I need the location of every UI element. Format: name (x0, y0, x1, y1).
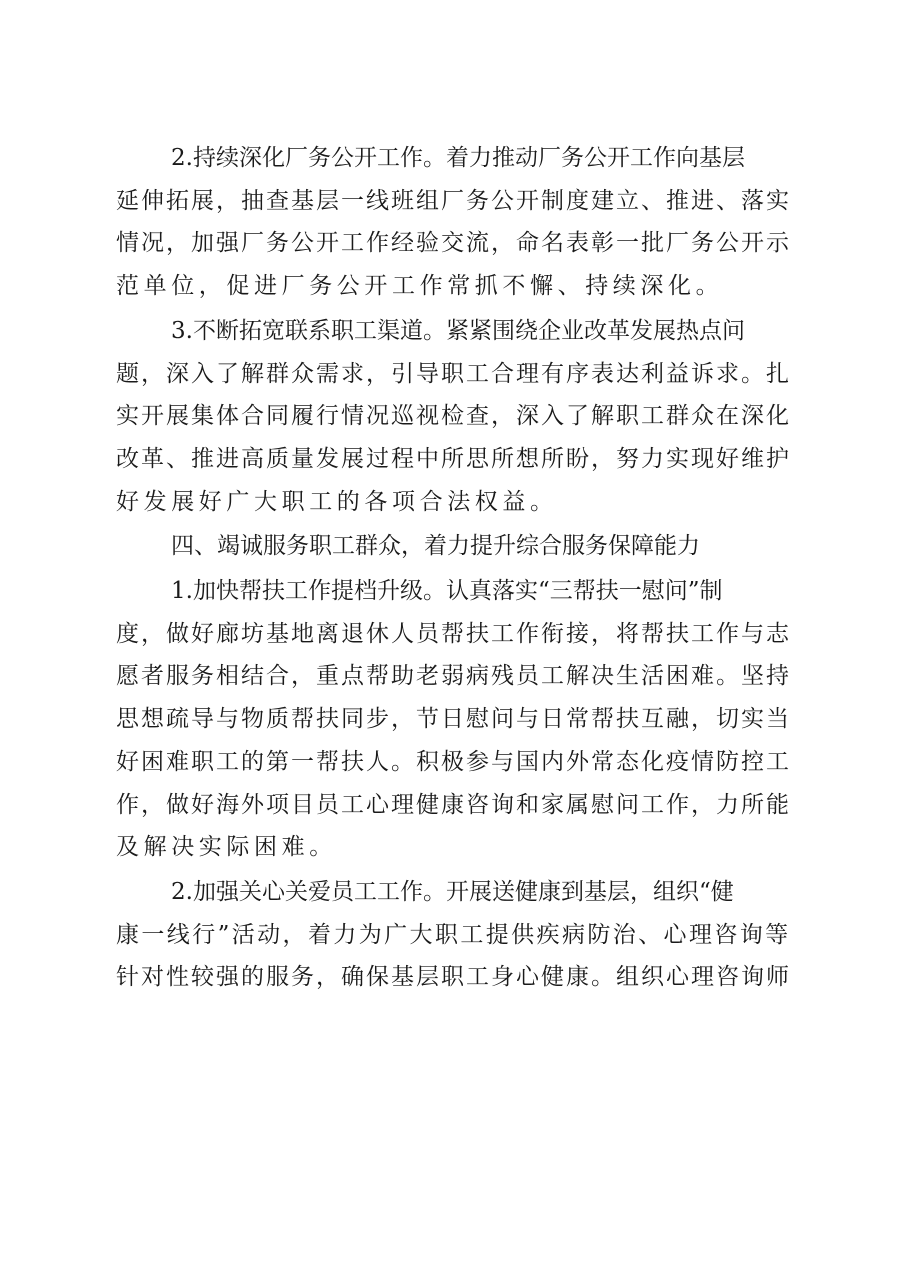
paragraph-assistance-upgrade (116, 570, 792, 869)
document-body (116, 137, 792, 999)
text-line: 3.不断拓宽联系职工渠道。紧紧围绕企业改革发展热点问 (171, 317, 745, 344)
text-line: 康一线行”活动，着力为广大职工提供疾病防治、心理咨询等 (116, 921, 791, 948)
text-line: 思想疏导与物质帮扶同步，节日慰问与日常帮扶互融，切实当 (116, 706, 791, 733)
section-heading-four (116, 525, 792, 568)
text-line: 度，做好廊坊基地离退休人员帮扶工作衔接，将帮扶工作与志 (116, 620, 791, 647)
text-line: 2.加强关心关爱员工工作。开展送健康到基层，组织“健 (171, 878, 734, 905)
text-line: 好发展好广大职工的各项合法权益。 (116, 488, 558, 515)
paragraph-employee-care (116, 871, 792, 999)
text-line: 题，深入了解群众需求，引导职工合理有序表达利益诉求。扎 (116, 360, 791, 387)
text-line: 针对性较强的服务，确保基层职工身心健康。组织心理咨询师 (116, 964, 791, 991)
paragraph-factory-affairs (116, 137, 792, 308)
text-line: 情况，加强厂务公开工作经验交流，命名表彰一批厂务公开示 (116, 230, 791, 257)
text-line: 愿者服务相结合，重点帮助老弱病残员工解决生活困难。坚持 (116, 663, 791, 690)
text-line: 范单位，促进厂务公开工作常抓不懈、持续深化。 (116, 273, 724, 300)
text-line: 好困难职工的第一帮扶人。积极参与国内外常态化疫情防控工 (116, 748, 791, 775)
text-line: 作，做好海外项目员工心理健康咨询和家属慰问工作，力所能 (116, 791, 791, 818)
text-line: 及解决实际困难。 (116, 834, 337, 861)
paragraph-worker-channels (116, 310, 792, 524)
text-line: 改革、推进高质量发展过程中所思所想所盼，努力实现好维护 (116, 445, 791, 472)
text-line: 延伸拓展，抽查基层一线班组厂务公开制度建立、推进、落实 (116, 187, 791, 214)
text-line: 实开展集体合同履行情况巡视检查，深入了解职工群众在深化 (116, 403, 791, 430)
text-line: 2.持续深化厂务公开工作。着力推动厂务公开工作向基层 (171, 145, 745, 171)
text-line: 四、竭诚服务职工群众，着力提升综合服务保障能力 (171, 533, 700, 560)
text-line: 1.加快帮扶工作提档升级。认真落实“三帮扶一慰问”制 (171, 578, 723, 605)
